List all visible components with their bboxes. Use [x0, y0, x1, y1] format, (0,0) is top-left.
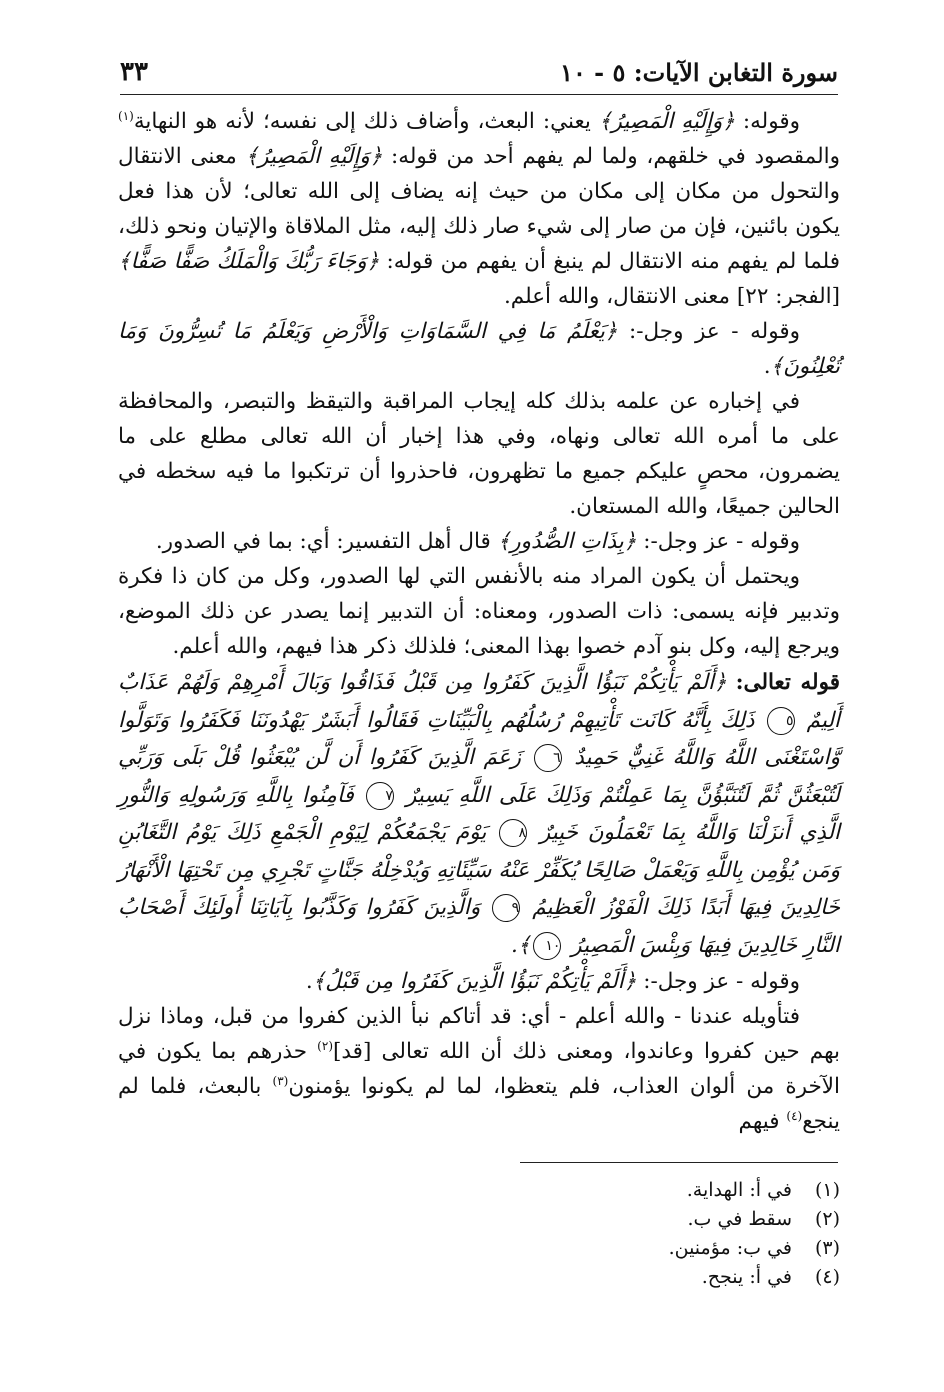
paragraph-4 [118, 524, 840, 559]
ayah-marker: ٧ [366, 782, 394, 810]
quran-quote: ﴿أَلَمْ يَأْتِكُمْ نَبَؤُا الَّذِينَ كَفَرُوا مِن قَبْلُ﴾ [312, 969, 637, 994]
footnote-divider [520, 1162, 838, 1163]
footnote-number: (٢) [814, 1208, 840, 1230]
text-run: معنى الانتقال والتحول من مكان إلى مكان من حيث إنه يضاف إلى الله تعالى؛ لأن هذا فعل يكون بائنين، فإن من صار إلى شيء صار ذلك إليه، مثل الملاقاة والإتيان ونحو ذلك، فلما لم يفهم منه الانتقال لم ينبغ أن يفهم من قوله: [118, 144, 840, 274]
text-run: والمقصود في خلقهم، ولما لم يفهم أحد من قوله: [391, 144, 841, 169]
quran-quote: ﴿وَجَاءَ رَبُّكَ وَالْمَلَكُ صَفًّا صَفًّا﴾ [118, 249, 380, 274]
text-run: وقوله - عز وجل-: [643, 529, 800, 554]
header-divider [120, 94, 838, 95]
ayah-marker: ٨ [499, 819, 527, 847]
footnote-text: في أ: ينجح. [701, 1266, 792, 1288]
paragraph-3: في إخباره عن علمه بذلك كله إيجاب المراقبة والتيقظ والتبصر، والمحافظة على ما أمره الله تعالى ونهاه، وفي هذا إخبار أن الله تعالى مطلع على ما يضمرون، محصٍ عليكم جميع ما تظهرون، فاحذروا أن ترتكبوا ما فيه سخطه في الحالين جميعًا، والله المستعان. [118, 389, 840, 519]
main-text [118, 104, 840, 1139]
text-run: فتأويله عندنا - والله أعلم - أي: قد أتاكم نبأ الذين كفروا من قبل، وماذا نزل بهم حين كفروا وعاندوا، ومعنى ذلك أن الله تعالى [قد] [118, 1004, 840, 1064]
footnote-ref: (٢) [317, 1038, 333, 1053]
footnote-ref: (٣) [272, 1073, 289, 1088]
quran-quote: ﴿وَإِلَيْهِ الْمَصِيرُ﴾ [245, 144, 383, 169]
footnotes [520, 1176, 840, 1292]
paragraph-6 [118, 964, 840, 999]
footnote-text: في ب: مؤمنين. [668, 1237, 792, 1259]
quran-quote: ﴿يَعْلَمُ مَا فِي السَّمَاوَاتِ وَالْأَرْضِ وَيَعْلَمُ مَا تُسِرُّونَ وَمَا تُعْلِنُونَ﴾ [118, 319, 840, 379]
quran-quote: ﴿بِذَاتِ الصُّدُورِ﴾ [497, 529, 637, 554]
verse-9: يَوْمَ يَجْمَعُكُمْ لِيَوْمِ الْجَمْعِ ذَلِكَ يَوْمُ التَّغَابُنِ وَمَن يُؤْمِن بِاللَّهِ وَيَعْمَلْ صَالِحًا يُكَفِّرْ عَنْهُ سَيِّئَاتِهِ وَيُدْخِلْهُ جَنَّاتٍ تَجْرِي مِن تَحْتِهَا الْأَنْهَارُ خَالِدِينَ فِيهَا أَبَدًا ذَلِكَ الْفَوْزُ الْعَظِيمُ [118, 820, 840, 920]
footnote-text: في أ: الهداية. [686, 1179, 792, 1201]
ayah-marker: ٥ [767, 707, 795, 735]
footnote-number: (٤) [814, 1266, 840, 1288]
footnote-ref: (٤) [786, 1108, 803, 1123]
footnote-text: سقط في ب. [687, 1208, 792, 1230]
verse-7: زَعَمَ الَّذِينَ كَفَرُوا أَن لَّن يُبْعَثُوا قُلْ بَلَى وَرَبِّي لَتُبْعَثُنَّ ثُمَّ لَتُنَبَّؤُنَّ بِمَا عَمِلْتُمْ وَذَلِكَ عَلَى اللَّهِ يَسِيرٌ [118, 745, 840, 808]
footnote-item [520, 1234, 840, 1263]
quran-quote: ﴿وَإِلَيْهِ الْمَصِيرُ﴾ [598, 109, 735, 134]
text-run: حذرهم بما يكون في الآخرة من ألوان العذاب، فلم يتعظوا، لما لم يكونوا يؤمنون [118, 1039, 840, 1099]
verse-5: ﴿أَلَمْ يَأْتِكُمْ نَبَؤُا الَّذِينَ كَفَرُوا مِن قَبْلُ فَذَاقُوا وَبَالَ أَمْرِهِمْ وَلَهُمْ عَذَابٌ أَلِيمٌ [118, 670, 840, 733]
ayah-marker: ٦ [534, 744, 562, 772]
ayah-marker: ١٠ [533, 932, 561, 960]
text-run: قال أهل التفسير: أي: بما في الصدور. [155, 529, 491, 554]
paragraph-7 [118, 999, 840, 1139]
footnote-item [520, 1263, 840, 1292]
footnote-number: (٣) [814, 1237, 840, 1259]
footnote-number: (١) [814, 1179, 840, 1201]
footnote-ref: (١) [118, 108, 134, 123]
verse-10: وَالَّذِينَ كَفَرُوا وَكَذَّبُوا بِآيَاتِنَا أُولَئِكَ أَصْحَابُ النَّارِ خَالِدِينَ فِيهَا وَبِئْسَ الْمَصِيرُ [118, 895, 840, 958]
text-run: فيهم [738, 1109, 780, 1134]
verse-6: ذَلِكَ بِأَنَّهُ كَانَت تَأْتِيهِمْ رُسُلُهُم بِالْبَيِّنَاتِ فَقَالُوا أَبَشَرٌ يَهْدُونَنَا فَكَفَرُوا وَتَوَلَّوا وَّاسْتَغْنَى اللَّهُ وَاللَّهُ غَنِيٌّ حَمِيدٌ [118, 707, 841, 770]
text-run: وقوله: [742, 109, 800, 134]
text-run: وقوله - عز وجل-: [643, 969, 800, 994]
text-run: ﴾. [510, 932, 531, 958]
paragraph-1 [118, 104, 840, 314]
footnote-item [520, 1205, 840, 1234]
quran-verses-block [118, 664, 840, 964]
verse-8: فَآمِنُوا بِاللَّهِ وَرَسُولِهِ وَالنُّورِ الَّذِي أَنزَلْنَا وَاللَّهُ بِمَا تَعْمَلُونَ خَبِيرٌ [118, 782, 840, 845]
paragraph-2 [118, 314, 840, 384]
text-run: يعني: البعث، وأضاف ذلك إلى نفسه؛ لأنه هو النهاية [133, 109, 591, 134]
paragraph-5: ويحتمل أن يكون المراد منه بالأنفس التي لها الصدور، وكل من كان ذا فكرة وتدبير فإنه يسمى: ذات الصدور، ومعناه: أن التدبير إنما يصدر عن ذلك الموضع، ويرجع إليه، وكل بنو آدم خصوا بهذا المعنى؛ فلذلك ذكر هذا فيهم، والله أعلم. [118, 564, 840, 659]
page-number: ٣٣ [120, 57, 148, 87]
text-run: . [763, 354, 771, 379]
text-run: . [305, 969, 313, 994]
running-title: سورة التغابن الآيات: ٥ - ١٠ [560, 57, 838, 87]
text-run: وقوله - عز وجل-: [628, 319, 800, 344]
text-run: بالبعث، فلما لم ينجع [118, 1074, 840, 1134]
footnote-item [520, 1176, 840, 1205]
verse-lead: قوله تعالى: [735, 670, 840, 695]
ayah-marker: ٩ [492, 894, 520, 922]
text-run: [الفجر: ٢٢] معنى الانتقال، والله أعلم. [503, 284, 840, 309]
page-header [120, 52, 838, 92]
